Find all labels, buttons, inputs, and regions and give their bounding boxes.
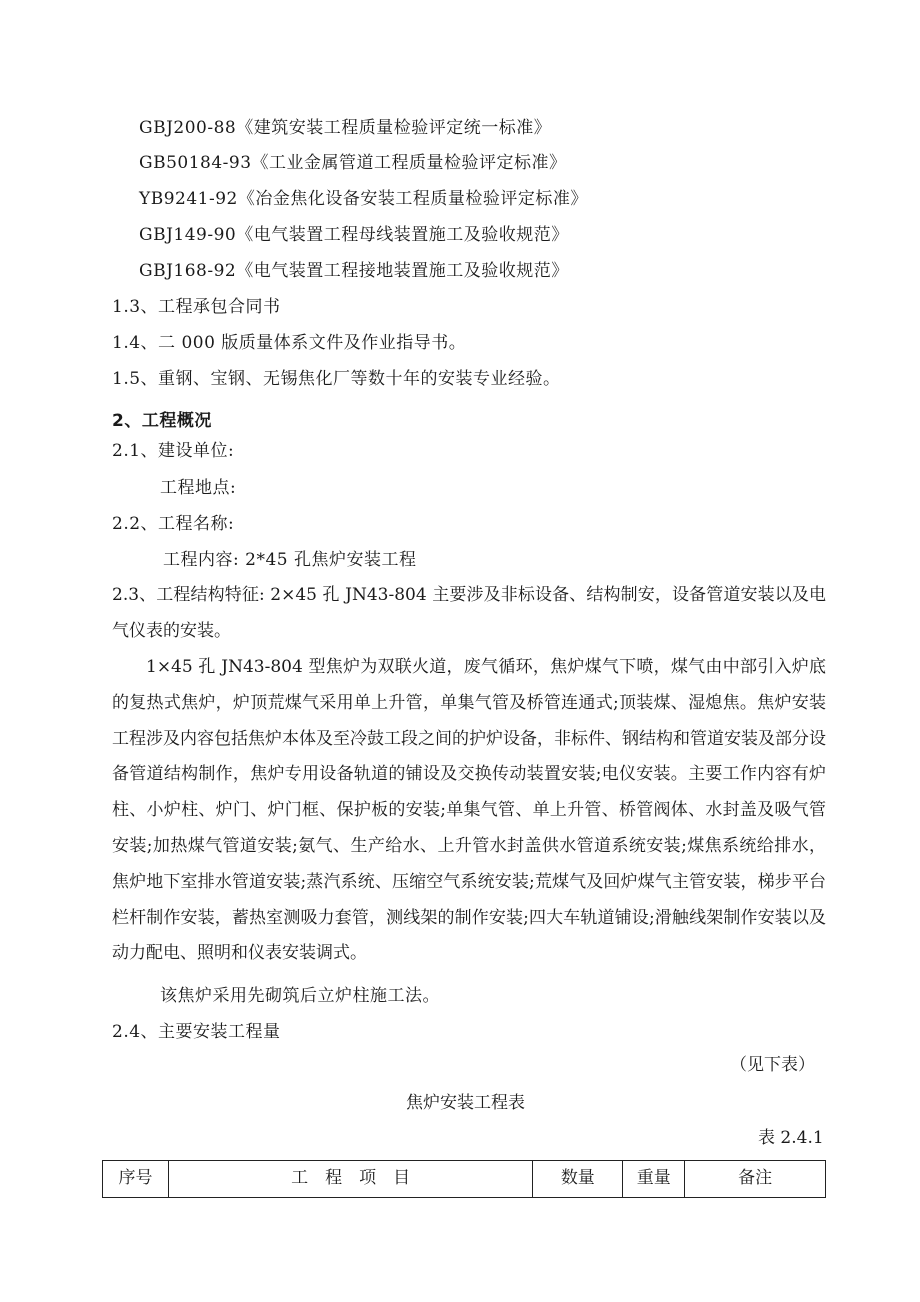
structure-description: 1×45 孔 JN43-804 型焦炉为双联火道，废气循环，焦炉煤气下喷，煤气由中部引入炉底的复热式焦炉，炉顶荒煤气采用单上升管，单集气管及桥管连通式;顶装煤、湿熄焦。焦炉安装工程涉及内容包括焦炉本体及至冷鼓工段之间的护炉设备，非标件、钢结构和管道安装及部分设备管道结构制作，焦炉专用设备轨道的铺设及交换传动装置安装;电仪安装。主要工作内容有炉柱、小炉柱、炉门、炉门框、保护板的安装;单集气管、单上升管、桥管阀体、水封盖及吸气管安装;加热煤气管道安装;氨气、生产给水、上升管水封盖供水管道系统安装;煤焦系统给排水，焦炉地下室排水管道安装;蒸汽系统、压缩空气系统安装;荒煤气及回炉煤气主管安装，梯步平台栏杆制作安装，蓄热室测吸力套管，测线架的制作安装;四大车轨道铺设;滑触线架制作安装以及动力配电、照明和仪表安装调式。: [112, 657, 826, 964]
basis-1-5: 1.5、重钢、宝钢、无锡焦化厂等数十年的安装专业经验。: [112, 369, 561, 389]
table-number: 表 2.4.1: [758, 1128, 824, 1148]
item-2-3: 2.3、工程结构特征: 2×45 孔 JN43-804 主要涉及非标设备、结构制安，设备管道安装以及电气仪表的安装。: [112, 585, 826, 641]
item-2-4: 2.4、主要安装工程量: [112, 1022, 281, 1042]
section-heading: 2、工程概况: [112, 411, 212, 431]
standard-3: YB9241-92《冶金焦化设备安装工程质量检验评定标准》: [139, 189, 588, 209]
standard-1: GBJ200-88《建筑安装工程质量检验评定统一标准》: [139, 118, 552, 138]
project-location: 工程地点:: [160, 478, 237, 498]
basis-1-3: 1.3、工程承包合同书: [112, 297, 281, 317]
col-remarks: 备注: [685, 1161, 826, 1198]
col-quantity: 数量: [533, 1161, 623, 1198]
standard-5: GBJ168-92《电气装置工程接地装置施工及验收规范》: [139, 261, 569, 281]
standard-2: GB50184-93《工业金属管道工程质量检验评定标准》: [139, 153, 567, 173]
table-title: 焦炉安装工程表: [406, 1093, 525, 1113]
item-2-2: 2.2、工程名称:: [112, 514, 235, 534]
see-below-note: （见下表）: [730, 1055, 815, 1075]
col-item: 工 程 项 目: [168, 1161, 532, 1198]
col-index: 序号: [103, 1161, 169, 1198]
item-2-1: 2.1、建设单位:: [112, 441, 235, 461]
construction-method: 该焦炉采用先砌筑后立炉柱施工法。: [160, 986, 440, 1006]
col-weight: 重量: [623, 1161, 685, 1198]
engineering-table: [102, 1160, 826, 1198]
standard-4: GBJ149-90《电气装置工程母线装置施工及验收规范》: [139, 225, 569, 245]
basis-1-4: 1.4、二 000 版质量体系文件及作业指导书。: [112, 333, 467, 353]
project-content: 工程内容: 2*45 孔焦炉安装工程: [163, 550, 417, 570]
table-header-row: [103, 1161, 826, 1198]
